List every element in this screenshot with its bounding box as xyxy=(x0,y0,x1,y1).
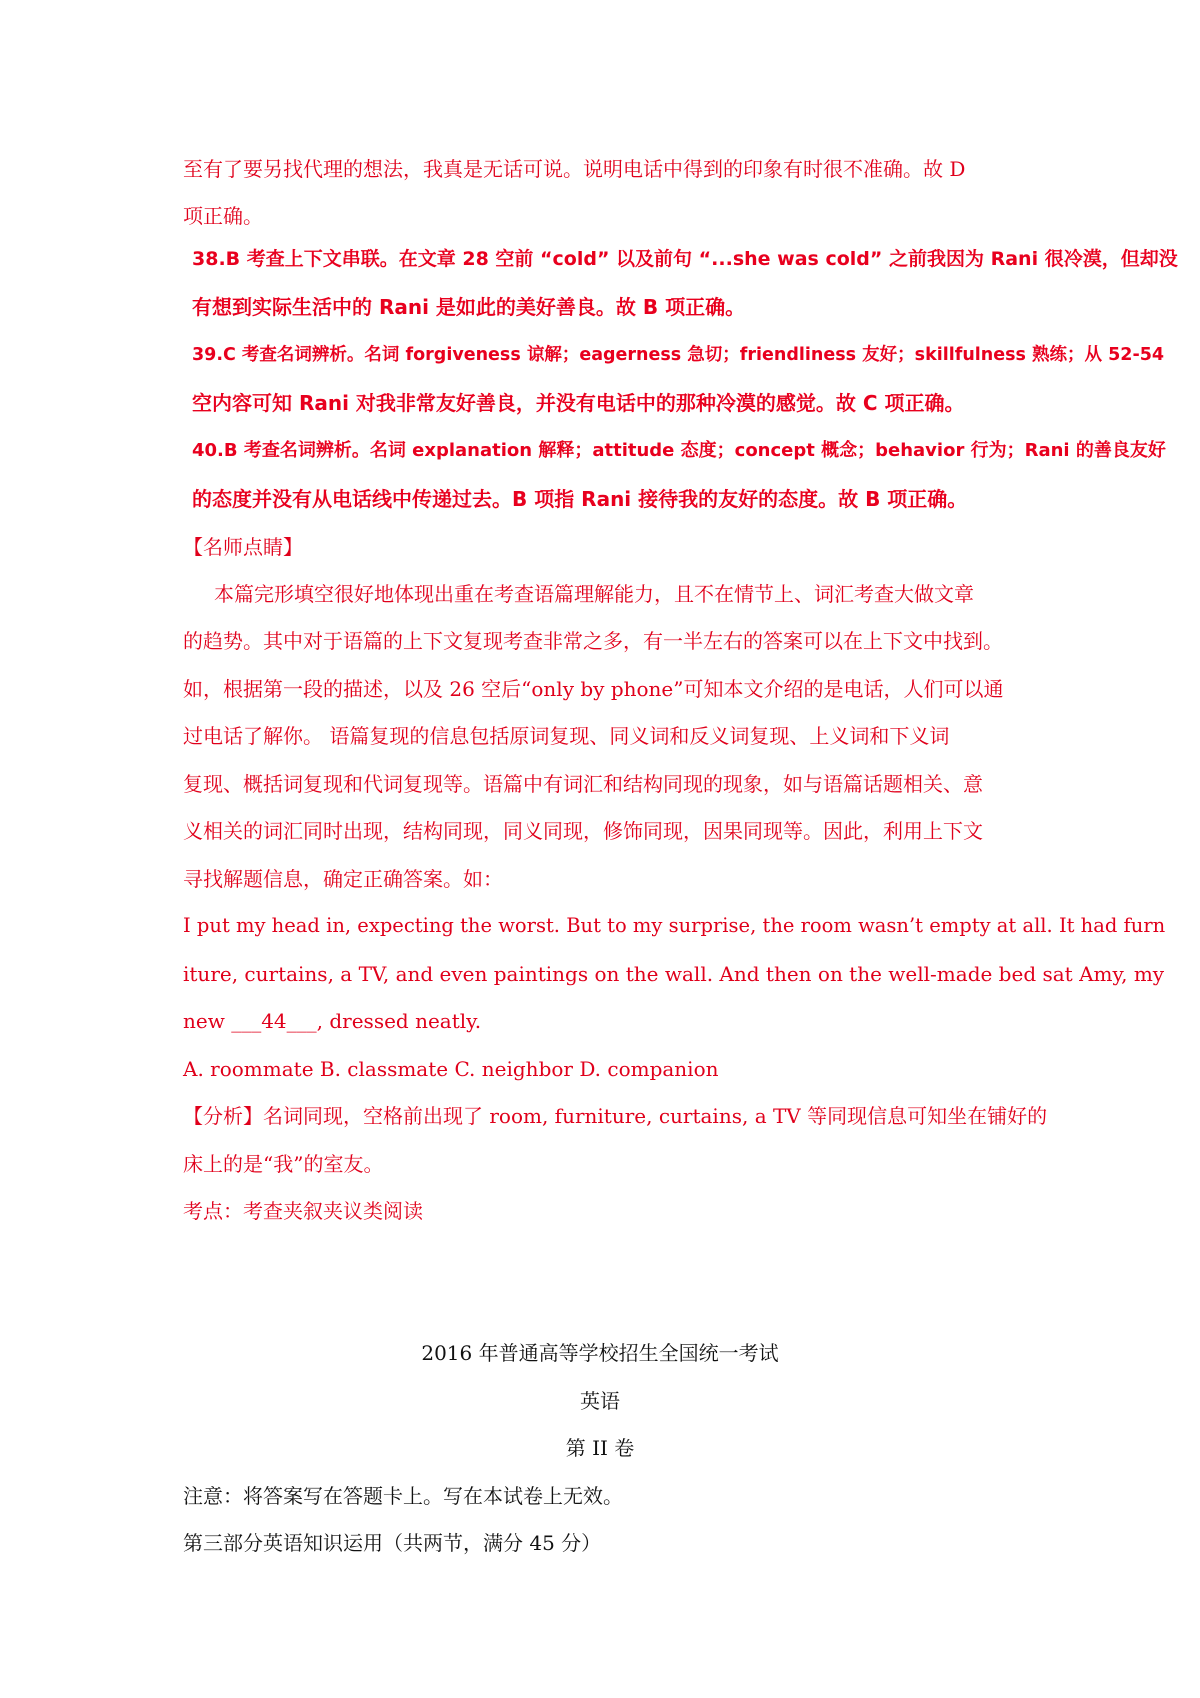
item-38-line-1: 38.B 考查上下文串联。在文章 28 空前 “cold” 以及前句 “...she was cold” 之前我因为 Rani 很冷漠，但却没 xyxy=(192,248,1178,270)
item-39-line-2: 空内容可知 Rani 对我非常友好善良，并没有电话中的那种冷漠的感觉。故 C 项正确。 xyxy=(192,391,965,415)
teacher-tip-heading: 【名师点睛】 xyxy=(183,535,303,559)
example-line-3: new ___44___, dressed neatly. xyxy=(183,1009,482,1033)
exam-subject: 英语 xyxy=(580,1389,620,1413)
explanation-37-line-2: 项正确。 xyxy=(183,204,263,228)
example-line-1: I put my head in, expecting the worst. But to my surprise, the room wasn’t empty at all. It had furn xyxy=(183,914,1166,937)
teacher-tip-line-7: 寻找解题信息，确定正确答案。如： xyxy=(183,867,503,891)
example-line-2: iture, curtains, a TV, and even paintings on the wall. And then on the well-made bed sat Amy, my xyxy=(183,962,1165,986)
item-40-line-1: 40.B 考查名词辨析。名词 explanation 解释；attitude 态度；concept 概念；behavior 行为；Rani 的善良友好 xyxy=(192,440,1166,461)
exam-section: 第三部分英语知识运用（共两节，满分 45 分） xyxy=(183,1531,602,1555)
teacher-tip-line-2: 的趋势。其中对于语篇的上下文复现考查非常之多，有一半左右的答案可以在上下文中找到。 xyxy=(183,629,1003,653)
exam-volume: 第 II 卷 xyxy=(565,1436,635,1460)
analysis-line-1: 【分析】名词同现，空格前出现了 room, furniture, curtains, a TV 等同现信息可知坐在铺好的 xyxy=(183,1104,1048,1128)
item-40-line-2: 的态度并没有从电话线中传递过去。B 项指 Rani 接待我的友好的态度。故 B 项正确。 xyxy=(192,487,968,511)
kaodian: 考点：考查夹叙夹议类阅读 xyxy=(183,1199,423,1223)
example-options: A. roommate B. classmate C. neighbor D. companion xyxy=(183,1057,719,1081)
teacher-tip-line-6: 义相关的词汇同时出现，结构同现，同义同现，修饰同现，因果同现等。因此，利用上下文 xyxy=(183,819,983,843)
explanation-37-line-1: 至有了要另找代理的想法，我真是无话可说。说明电话中得到的印象有时很不准确。故 D xyxy=(183,157,966,181)
analysis-line-2: 床上的是“我”的室友。 xyxy=(183,1152,384,1176)
exam-notice: 注意：将答案写在答题卡上。写在本试卷上无效。 xyxy=(183,1484,623,1508)
item-39-line-1: 39.C 考查名词辨析。名词 forgiveness 谅解；eagerness 急切；friendliness 友好；skillfulness 熟练；从 52-54 xyxy=(192,345,1165,365)
exam-title: 2016 年普通高等学校招生全国统一考试 xyxy=(421,1341,779,1365)
teacher-tip-line-4: 过电话了解你。 语篇复现的信息包括原词复现、同义词和反义词复现、上义词和下义词 xyxy=(183,724,950,748)
teacher-tip-line-3: 如，根据第一段的描述，以及 26 空后“only by phone”可知本文介绍的是电话，人们可以通 xyxy=(183,677,1004,701)
teacher-tip-line-5: 复现、概括词复现和代词复现等。语篇中有词汇和结构同现的现象，如与语篇话题相关、意 xyxy=(183,772,983,796)
item-38-line-2: 有想到实际生活中的 Rani 是如此的美好善良。故 B 项正确。 xyxy=(192,295,746,319)
teacher-tip-line-1: 本篇完形填空很好地体现出重在考查语篇理解能力，且不在情节上、词汇考查大做文章 xyxy=(214,582,974,606)
